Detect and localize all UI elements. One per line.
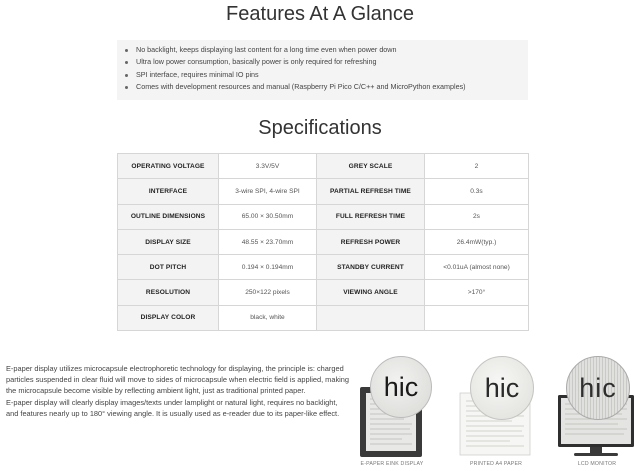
spec-label: DOT PITCH [118,255,219,280]
spec-value: <0.01uA (almost none) [425,255,529,280]
spec-value: 3.3V/5V [219,154,317,179]
magnifier-lcd [566,356,630,420]
feature-item: No backlight, keeps displaying last content for a long time even when power down [133,44,528,56]
feature-item: SPI interface, requires minimal IO pins [133,69,528,81]
table-row [118,229,529,254]
table-row [118,179,529,204]
spec-value: 65.00 × 30.50mm [219,204,317,229]
spec-label: STANDBY CURRENT [317,255,425,280]
spec-label: PARTIAL REFRESH TIME [317,179,425,204]
spec-value: 0.194 × 0.194mm [219,255,317,280]
spec-value: 2s [425,204,529,229]
spec-label: OPERATING VOLTAGE [118,154,219,179]
magnified-text: hic [383,371,419,402]
spec-label: GREY SCALE [317,154,425,179]
spec-label: REFRESH POWER [317,229,425,254]
table-row [118,154,529,179]
table-row [118,280,529,305]
specifications-table [117,153,529,331]
spec-value: black, white [219,305,317,330]
specifications-title: Specifications [258,117,382,139]
table-row [118,255,529,280]
description-paragraph: E-paper display will clearly display images/texts under lamplight or natural light, requires no backlight, and features nearly up to 180° viewing angle. It is usually used as e-reader due to its paper-like effect. [6,397,340,418]
feature-item: Ultra low power consumption, basically power is only required for refreshing [133,56,528,68]
spec-value: 0.3s [425,179,529,204]
caption-lcd: LCD MONITOR [577,461,617,467]
caption-paper: PRINTED A4 PAPER [469,461,523,467]
spec-value: 3-wire SPI, 4-wire SPI [219,179,317,204]
spec-label: RESOLUTION [118,280,219,305]
empty-cell [425,305,529,330]
features-title: Features At A Glance [226,3,414,25]
spec-value: >170° [425,280,529,305]
description-paragraph: E-paper display utilizes microcapsule electrophoretic technology for displaying, the principle is: charged particles suspended in clear fluid will move to sides of microcapsule when electric field is applied, making the microcapsule become visible by reflecting ambient light, just as traditional printed paper. [6,364,350,396]
spec-label: FULL REFRESH TIME [317,204,425,229]
magnifier-epaper [370,356,432,418]
spec-value: 26.4mW(typ.) [425,229,529,254]
spec-label: DISPLAY SIZE [118,229,219,254]
spec-value: 250×122 pixels [219,280,317,305]
magnified-text: hic [579,372,617,403]
spec-label: VIEWING ANGLE [317,280,425,305]
spec-value: 2 [425,154,529,179]
caption-epaper: E-PAPER EINK DISPLAY [360,461,424,467]
feature-item: Comes with development resources and manual (Raspberry Pi Pico C/C++ and MicroPython examples) [133,81,528,93]
features-list [117,40,528,100]
description [6,363,351,419]
magnifier-paper [470,356,534,420]
spec-label: INTERFACE [118,179,219,204]
spec-value: 48.55 × 23.70mm [219,229,317,254]
empty-cell [317,305,425,330]
table-row [118,204,529,229]
spec-label: OUTLINE DIMENSIONS [118,204,219,229]
magnified-text: hic [484,372,520,403]
table-row [118,305,529,330]
spec-label: DISPLAY COLOR [118,305,219,330]
